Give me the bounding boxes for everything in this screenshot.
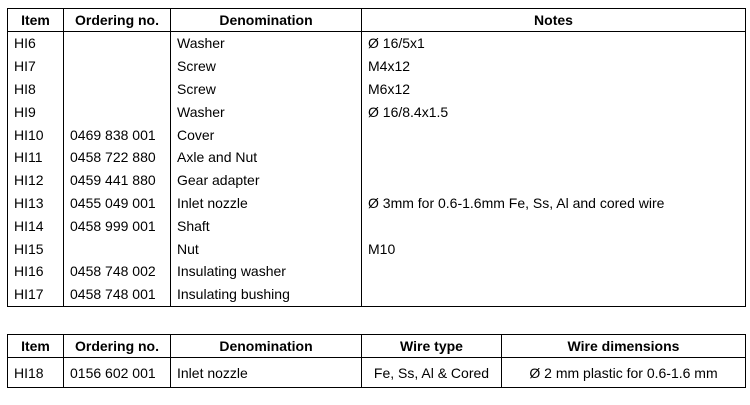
header-notes: Notes <box>362 9 746 32</box>
table-header-row <box>8 9 746 32</box>
cell-denomination: Inlet nozzle <box>171 358 362 388</box>
table-row <box>8 169 746 192</box>
cell-ordering-no <box>64 100 171 123</box>
header-ordering-no: Ordering no. <box>64 335 171 358</box>
table-row <box>8 283 746 306</box>
cell-ordering-no <box>64 78 171 101</box>
parts-table-1 <box>7 8 746 307</box>
cell-denomination: Axle and Nut <box>171 146 362 169</box>
cell-item: HI14 <box>8 214 64 237</box>
header-item: Item <box>8 335 64 358</box>
cell-notes <box>362 260 746 283</box>
cell-ordering-no: 0458 999 001 <box>64 214 171 237</box>
cell-item: HI13 <box>8 192 64 215</box>
cell-item: HI7 <box>8 55 64 78</box>
cell-notes <box>362 214 746 237</box>
cell-notes: Ø 16/8.4x1.5 <box>362 100 746 123</box>
cell-item: HI8 <box>8 78 64 101</box>
cell-denomination: Gear adapter <box>171 169 362 192</box>
cell-item: HI18 <box>8 358 64 388</box>
cell-item: HI11 <box>8 146 64 169</box>
table-row <box>8 358 746 388</box>
cell-notes <box>362 123 746 146</box>
cell-notes: M4x12 <box>362 55 746 78</box>
header-item: Item <box>8 9 64 32</box>
cell-item: HI10 <box>8 123 64 146</box>
cell-ordering-no: 0458 748 001 <box>64 283 171 306</box>
cell-item: HI16 <box>8 260 64 283</box>
cell-denomination: Nut <box>171 237 362 260</box>
cell-ordering-no: 0469 838 001 <box>64 123 171 146</box>
cell-denomination: Shaft <box>171 214 362 237</box>
table-row <box>8 78 746 101</box>
cell-wire-type: Fe, Ss, Al & Cored <box>362 358 502 388</box>
parts-table-2 <box>7 334 746 388</box>
cell-notes <box>362 283 746 306</box>
table-row <box>8 192 746 215</box>
table-header-row <box>8 335 746 358</box>
cell-denomination: Insulating washer <box>171 260 362 283</box>
table-row <box>8 123 746 146</box>
cell-denomination: Screw <box>171 55 362 78</box>
cell-notes: M6x12 <box>362 78 746 101</box>
cell-denomination: Washer <box>171 100 362 123</box>
cell-item: HI12 <box>8 169 64 192</box>
cell-notes: Ø 3mm for 0.6-1.6mm Fe, Ss, Al and cored wire <box>362 192 746 215</box>
table-row <box>8 146 746 169</box>
cell-denomination: Screw <box>171 78 362 101</box>
cell-ordering-no <box>64 237 171 260</box>
table-row <box>8 55 746 78</box>
cell-ordering-no <box>64 55 171 78</box>
cell-item: HI15 <box>8 237 64 260</box>
cell-wire-dimensions: Ø 2 mm plastic for 0.6-1.6 mm <box>502 358 746 388</box>
cell-denomination: Cover <box>171 123 362 146</box>
cell-denomination: Washer <box>171 32 362 55</box>
cell-denomination: Inlet nozzle <box>171 192 362 215</box>
cell-denomination: Insulating bushing <box>171 283 362 306</box>
cell-notes <box>362 169 746 192</box>
cell-ordering-no: 0455 049 001 <box>64 192 171 215</box>
cell-item: HI17 <box>8 283 64 306</box>
cell-ordering-no: 0458 748 002 <box>64 260 171 283</box>
cell-ordering-no: 0458 722 880 <box>64 146 171 169</box>
cell-notes: Ø 16/5x1 <box>362 32 746 55</box>
table-row <box>8 214 746 237</box>
cell-ordering-no: 0459 441 880 <box>64 169 171 192</box>
header-wire-type: Wire type <box>362 335 502 358</box>
cell-notes: M10 <box>362 237 746 260</box>
cell-ordering-no: 0156 602 001 <box>64 358 171 388</box>
header-denomination: Denomination <box>171 9 362 32</box>
cell-item: HI9 <box>8 100 64 123</box>
header-wire-dimensions: Wire dimensions <box>502 335 746 358</box>
table-row <box>8 100 746 123</box>
table-row <box>8 32 746 55</box>
header-ordering-no: Ordering no. <box>64 9 171 32</box>
header-denomination: Denomination <box>171 335 362 358</box>
table-row <box>8 260 746 283</box>
cell-ordering-no <box>64 32 171 55</box>
cell-notes <box>362 146 746 169</box>
cell-item: HI6 <box>8 32 64 55</box>
table-row <box>8 237 746 260</box>
